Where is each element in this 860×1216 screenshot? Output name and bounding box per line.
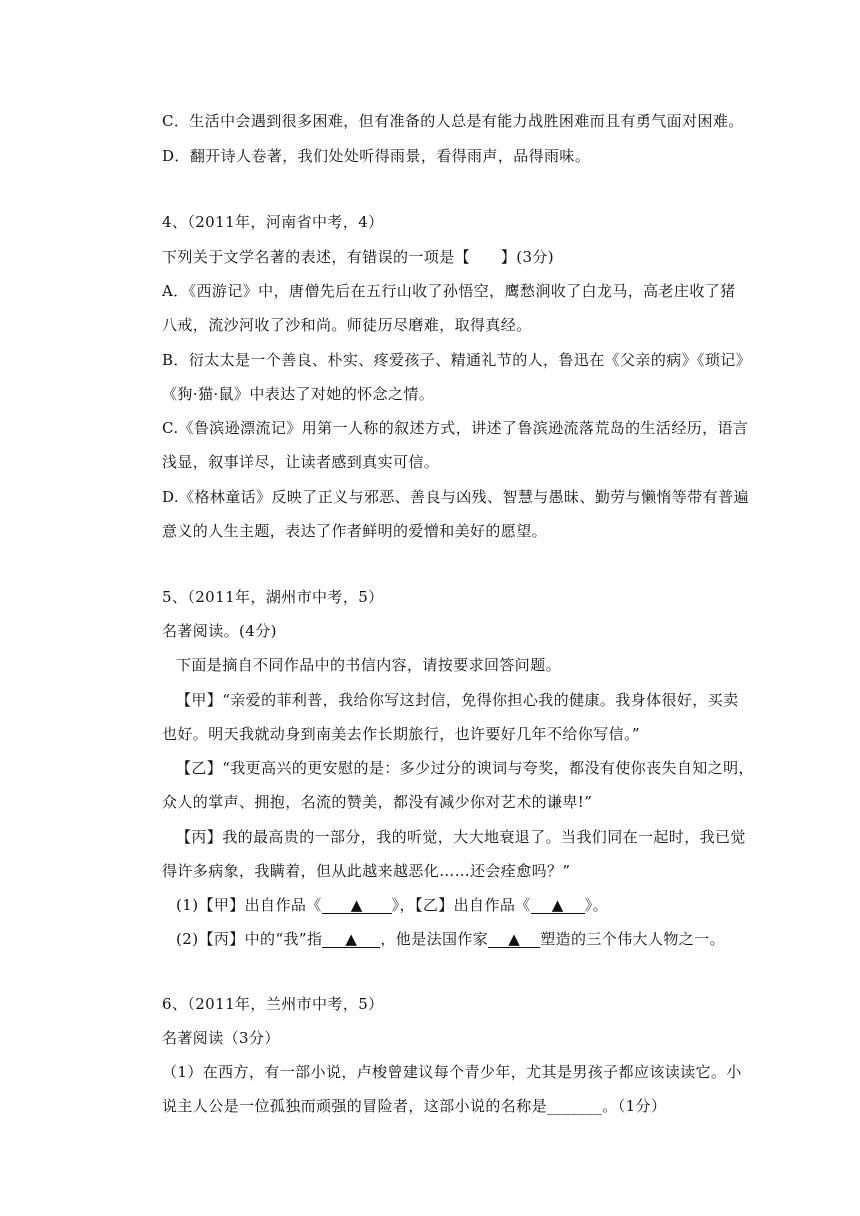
q4-option-b-line2: 《狗·猫·鼠》中表达了对她的怀念之情。 [162, 385, 435, 403]
q5-subquestion-2 [176, 929, 725, 949]
q6-sub1-line2: 说主人公是一位孤独而顽强的冒险者，这部小说的名称是_______。（1分） [162, 1097, 667, 1115]
q5-sub1-blank-jia[interactable] [322, 897, 392, 914]
q5-sub1-text-b: 》，【乙】出自作品《 [391, 896, 531, 914]
triangle-marker-icon: ▲ [345, 930, 358, 948]
q4-option-b-line1: B．衍太太是一个善良、朴实、疼爱孩子、精通礼节的人，鲁迅在《父亲的病》《琐记》 [162, 351, 752, 369]
q4-header: 4、（2011年，河南省中考，4） [162, 213, 384, 231]
q5-sub2-text-b: ，他是法国作家 [380, 930, 489, 948]
q5-sub1-text-c: 》。 [584, 896, 608, 914]
q5-bing-line1: 【丙】我的最高贵的一部分，我的听觉，大大地衰退了。当我们同在一起时，我已觉 [176, 828, 746, 846]
q3-option-d: D．翻开诗人卷著，我们处处听得雨景，看得雨声，品得雨味。 [162, 147, 591, 165]
triangle-marker-icon: ▲ [508, 930, 521, 948]
q6-sub1-line1: （1）在西方，有一部小说，卢梭曾建议每个青少年，尤其是男孩子都应该读读它。小 [162, 1063, 742, 1081]
q5-yi-line1: 【乙】“我更高兴的更安慰的是：多少过分的谀词与夸奖，都没有使你丧失自知之明， [176, 759, 754, 777]
q6-header: 6、（2011年，兰州市中考，5） [162, 995, 384, 1013]
q4-option-d-line2: 意义的人生主题，表达了作者鲜明的爱憎和美好的愿望。 [162, 522, 548, 540]
q5-subquestion-1 [176, 895, 608, 915]
q5-bing-line2: 得许多病象，我瞒着，但从此越来越恶化……还会痊愈吗？” [162, 862, 571, 880]
q6-stem: 名著阅读（3分） [162, 1029, 280, 1047]
q5-sub2-text-a: (2)【丙】中的“我”指 [176, 930, 323, 948]
q4-option-a-line2: 八戒，流沙河收了沙和尚。师徒历尽磨难，取得真经。 [162, 316, 532, 334]
triangle-marker-icon: ▲ [350, 896, 363, 914]
q5-header: 5、（2011年，湖州市中考，5） [162, 588, 384, 606]
q5-sub1-blank-yi[interactable] [531, 897, 585, 914]
q5-stem: 名著阅读。(4分) [162, 622, 277, 640]
q4-option-a-line1: A．《西游记》中，唐僧先后在五行山收了孙悟空，鹰愁涧收了白龙马，高老庄收了猪 [162, 282, 736, 300]
q4-stem: 下列关于文学名著的表述，有错误的一项是【 】(3分) [162, 248, 555, 266]
q4-option-c-line1: C.《鲁滨逊漂流记》用第一人称的叙述方式，讲述了鲁滨逊流落荒岛的生活经历，语言 [162, 419, 749, 437]
q5-yi-line2: 众人的掌声、拥抱，名流的赞美，都没有减少你对艺术的谦卑!” [162, 793, 593, 811]
q5-sub2-blank-author[interactable] [488, 931, 540, 948]
q5-sub2-blank-character[interactable] [322, 931, 380, 948]
q5-intro: 下面是摘自不同作品中的书信内容，请按要求回答问题。 [176, 656, 562, 674]
q4-option-d-line1: D.《格林童话》反映了正义与邪恶、善良与凶残、智慧与愚昧、勤劳与懒惰等带有普遍 [162, 488, 749, 506]
q5-jia-line2: 也好。明天我就动身到南美去作长期旅行，也许要好几年不给你写信。” [162, 725, 640, 743]
q5-sub2-text-c: 塑造的三个伟大人物之一。 [540, 930, 726, 948]
triangle-marker-icon: ▲ [551, 896, 564, 914]
q4-option-c-line2: 浅显，叙事详尽，让读者感到真实可信。 [162, 453, 440, 471]
q5-sub1-text-a: (1)【甲】出自作品《 [176, 896, 322, 914]
q3-option-c: C．生活中会遇到很多困难，但有准备的人总是有能力战胜困难而且有勇气面对困难。 [162, 112, 744, 130]
q5-jia-line1: 【甲】“亲爱的菲利普，我给你写这封信，免得你担心我的健康。我身体很好，买卖 [176, 691, 739, 709]
